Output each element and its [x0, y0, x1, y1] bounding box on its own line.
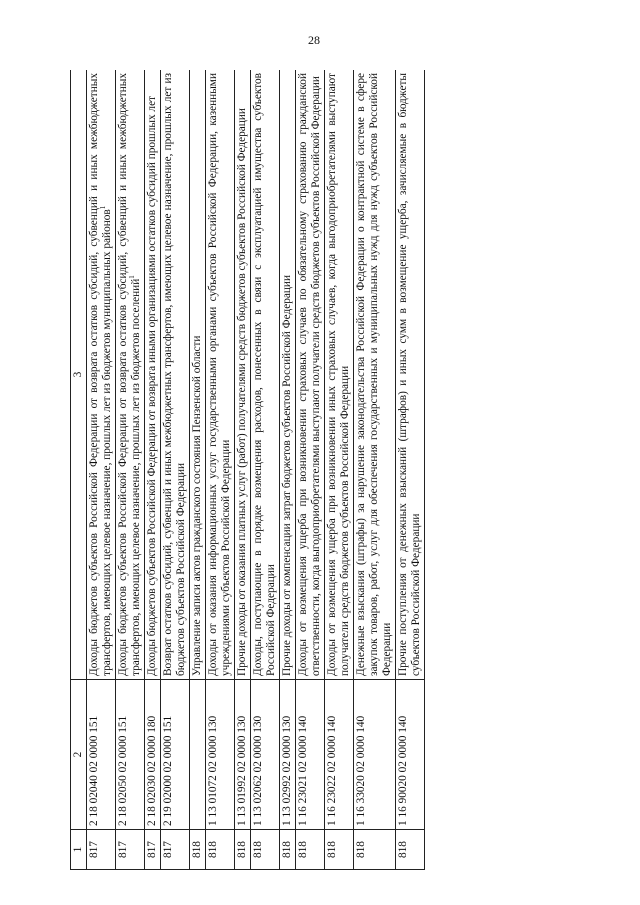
- table-row: [161, 70, 190, 870]
- income-name-cell: [190, 70, 206, 680]
- rotated-table-wrapper: [70, 70, 560, 870]
- income-name-text: Прочие поступления от денежных взысканий (штрафов) и иных сумм в возмещение ущерба, зачисляемые в бюджеты субъектов Российской Федерации: [397, 73, 422, 676]
- income-name-text: Доходы бюджетов субъектов Российской Федерации от возврата иными организациями остатков субсидий прошлых лет: [146, 95, 158, 676]
- table-body: [87, 70, 425, 870]
- income-name-text: Прочие доходы от компенсации затрат бюджетов субъектов Российской Федерации: [281, 274, 293, 676]
- table-row: [396, 70, 425, 870]
- income-name-cell: [145, 70, 161, 680]
- income-code-cell: 1 16 90020 02 0000 140: [396, 680, 425, 830]
- income-name-cell: [251, 70, 280, 680]
- table-header-row: [71, 70, 87, 870]
- income-code-cell: 1 16 33020 02 0000 140: [354, 680, 396, 830]
- admin-code-cell: 818: [206, 830, 235, 870]
- income-code-cell: 1 13 02062 02 0000 130: [251, 680, 280, 830]
- admin-code-cell: 818: [280, 830, 296, 870]
- admin-code-cell: 818: [325, 830, 354, 870]
- income-name-cell: [280, 70, 296, 680]
- admin-code-cell: 817: [145, 830, 161, 870]
- income-name-text: Доходы, поступающие в порядке возмещения расходов, понесенных в связи с эксплуатацией имущества субъектов Российской Федерации: [252, 73, 277, 676]
- table-row: [325, 70, 354, 870]
- admin-code-cell: 818: [190, 830, 206, 870]
- income-name-text: Возврат остатков субсидий, субвенций и иных межбюджетных трансфертов, имеющих целевое назначение, прошлых лет из бюджетов субъектов Российской Федерации: [162, 73, 187, 676]
- admin-code-cell: 817: [161, 830, 190, 870]
- income-name-cell: [87, 70, 116, 680]
- table-row: [116, 70, 145, 870]
- rotated-content: [70, 70, 560, 870]
- table-row: [296, 70, 325, 870]
- income-code-cell: 1 16 23022 02 0000 140: [325, 680, 354, 830]
- table-row: [145, 70, 161, 870]
- income-code-cell: 2 18 02040 02 0000 151: [87, 680, 116, 830]
- income-name-cell: [296, 70, 325, 680]
- admin-code-cell: 818: [251, 830, 280, 870]
- table-row: [87, 70, 116, 870]
- header-cell-name: 3: [71, 70, 87, 680]
- income-name-text: Доходы от возмещения ущерба при возникновении иных страховых случаев, когда выгодоприобретателями выступают получатели средств бюджетов субъектов Российской Федерации: [326, 73, 351, 676]
- table-row: [235, 70, 251, 870]
- income-name-cell: [206, 70, 235, 680]
- table-row: [280, 70, 296, 870]
- admin-code-cell: 817: [87, 830, 116, 870]
- income-name-text: Денежные взыскания (штрафы) за нарушение законодательства Российской Федерации о контрактной системе в сфере закупок товаров, работ, услуг для обеспечения государственных и муниципальных нужд для нужд субъектов Российской Федерации: [355, 73, 393, 676]
- income-name-cell: [325, 70, 354, 680]
- income-code-cell: 1 13 01072 02 0000 130: [206, 680, 235, 830]
- admin-code-cell: 818: [396, 830, 425, 870]
- admin-code-cell: 818: [235, 830, 251, 870]
- income-name-cell: [354, 70, 396, 680]
- admin-code-cell: 818: [354, 830, 396, 870]
- income-code-cell: 2 18 02030 02 0000 180: [145, 680, 161, 830]
- income-name-text: Доходы от возмещения ущерба при возникновении страховых случаев по обязательному страхованию гражданской ответственности, когда выгодоприобретателями выступают получатели средств бюджетов субъектов Российской Федерации: [297, 73, 322, 676]
- income-codes-table: [70, 70, 425, 870]
- income-name-cell: [235, 70, 251, 680]
- admin-code-cell: 818: [296, 830, 325, 870]
- income-code-cell: 2 19 02000 02 0000 151: [161, 680, 190, 830]
- table-row: [251, 70, 280, 870]
- income-name-cell: [396, 70, 425, 680]
- admin-code-cell: 817: [116, 830, 145, 870]
- income-name-text: Доходы бюджетов субъектов Российской Федерации от возврата остатков субсидий, субвенций и иных межбюджетных трансфертов, имеющих целевое назначение, прошлых лет из бюджетов поселений: [117, 73, 142, 676]
- income-code-cell: [190, 680, 206, 830]
- income-name-text: Доходы от оказания информационных услуг государственными органами субъектов Российской Федерации, казенными учреждениями субъектов Российской Федерации: [207, 73, 232, 676]
- page-number: 28: [308, 33, 320, 47]
- table-row: [206, 70, 235, 870]
- income-code-cell: 1 16 23021 02 0000 140: [296, 680, 325, 830]
- header-cell-code: 2: [71, 680, 87, 830]
- table-row: [190, 70, 206, 870]
- footnote-marker: 1: [128, 275, 137, 279]
- table-row: [354, 70, 396, 870]
- income-code-cell: 1 13 02992 02 0000 130: [280, 680, 296, 830]
- income-name-text: Доходы бюджетов субъектов Российской Федерации от возврата остатков субсидий, субвенций и иных межбюджетных трансфертов, имеющих целевое назначение, прошлых лет из бюджетов муниципальных районов: [88, 73, 113, 676]
- footnote-marker: 1: [99, 205, 108, 210]
- income-name-text: Прочие доходы от оказания платных услуг (работ) получателями средств бюджетов субъектов Российской Федерации: [236, 108, 248, 676]
- income-name-cell: [161, 70, 190, 680]
- income-name-cell: [116, 70, 145, 680]
- income-name-text: Управление записи актов гражданского состояния Пензенской области: [191, 335, 203, 676]
- income-code-cell: 2 18 02050 02 0000 151: [116, 680, 145, 830]
- header-cell-admin: 1: [71, 830, 87, 870]
- income-code-cell: 1 13 01992 02 0000 130: [235, 680, 251, 830]
